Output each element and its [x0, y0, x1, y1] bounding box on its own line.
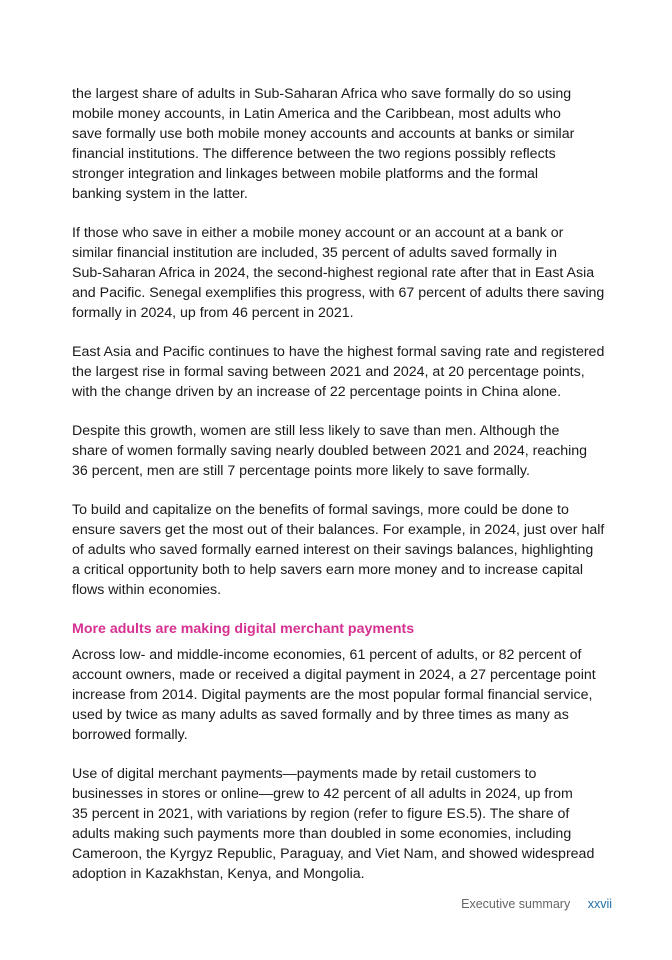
text-line: To build and capitalize on the benefits of formal savings, more could be done to: [72, 502, 569, 518]
text-line: a critical opportunity both to help savers earn more money and to increase capital: [72, 562, 584, 578]
text-line: Use of digital merchant payments—payments made by retail customers to: [72, 766, 537, 782]
text-line: the largest rise in formal saving between 2021 and 2024, at 20 percentage points,: [72, 364, 585, 380]
text-line: account owners, made or received a digital payment in 2024, a 27 percentage point: [72, 667, 596, 683]
paragraph: [72, 500, 612, 600]
page-number: xxvii: [587, 897, 612, 911]
text-line: save formally use both mobile money accounts and accounts at banks or similar: [72, 126, 575, 142]
text-line: borrowed formally.: [72, 727, 188, 743]
text-line: and Pacific. Senegal exemplifies this progress, with 67 percent of adults there saving: [72, 285, 605, 301]
text-line: financial institutions. The difference between the two regions possibly reflects: [72, 146, 556, 162]
text-line: increase from 2014. Digital payments are the most popular formal financial service,: [72, 687, 593, 703]
text-line: ensure savers get the most out of their balances. For example, in 2024, just over half: [72, 522, 605, 538]
text-line: with the change driven by an increase of 22 percentage points in China alone.: [72, 384, 562, 400]
text-line: Across low- and middle-income economies, 61 percent of adults, or 82 percent of: [72, 647, 582, 663]
text-line: of adults who saved formally earned interest on their savings balances, highlighting: [72, 542, 594, 558]
section-heading: More adults are making digital merchant payments: [72, 621, 415, 637]
text-line: flows within economies.: [72, 582, 222, 598]
text-line: adults making such payments more than doubled in some economies, including: [72, 826, 572, 842]
text-line: 35 percent in 2021, with variations by region (refer to figure ES.5). The share of: [72, 806, 570, 822]
paragraph: [72, 764, 612, 884]
paragraph: [72, 342, 612, 402]
text-line: Despite this growth, women are still less likely to save than men. Although the: [72, 423, 560, 439]
text-line: 36 percent, men are still 7 percentage points more likely to save formally.: [72, 463, 530, 479]
paragraphs-before-heading: [72, 84, 612, 600]
text-line: used by twice as many adults as saved formally and by three times as many as: [72, 707, 569, 723]
text-line: stronger integration and linkages between mobile platforms and the formal: [72, 166, 539, 182]
text-line: adoption in Kazakhstan, Kenya, and Mongolia.: [72, 866, 365, 882]
footer-section-title: Executive summary: [461, 897, 571, 911]
text-line: businesses in stores or online—grew to 42 percent of all adults in 2024, up from: [72, 786, 573, 802]
text-line: similar financial institution are included, 35 percent of adults saved formally in: [72, 245, 557, 261]
text-line: share of women formally saving nearly doubled between 2021 and 2024, reaching: [72, 443, 588, 459]
page-body: [72, 84, 612, 903]
text-line: formally in 2024, up from 46 percent in 2021.: [72, 305, 354, 321]
text-line: the largest share of adults in Sub-Saharan Africa who save formally do so using: [72, 86, 572, 102]
text-line: East Asia and Pacific continues to have the highest formal saving rate and registered: [72, 344, 605, 360]
paragraph: [72, 645, 612, 745]
text-line: mobile money accounts, in Latin America and the Caribbean, most adults who: [72, 106, 561, 122]
paragraphs-after-heading: [72, 645, 612, 884]
text-line: Cameroon, the Kyrgyz Republic, Paraguay, and Viet Nam, and showed widespread: [72, 846, 595, 862]
paragraph: [72, 421, 612, 481]
page-footer: [461, 897, 612, 911]
text-line: If those who save in either a mobile money account or an account at a bank or: [72, 225, 564, 241]
text-line: Sub-Saharan Africa in 2024, the second-highest regional rate after that in East Asia: [72, 265, 595, 281]
paragraph: [72, 223, 612, 323]
text-line: banking system in the latter.: [72, 186, 248, 202]
paragraph: [72, 84, 612, 204]
